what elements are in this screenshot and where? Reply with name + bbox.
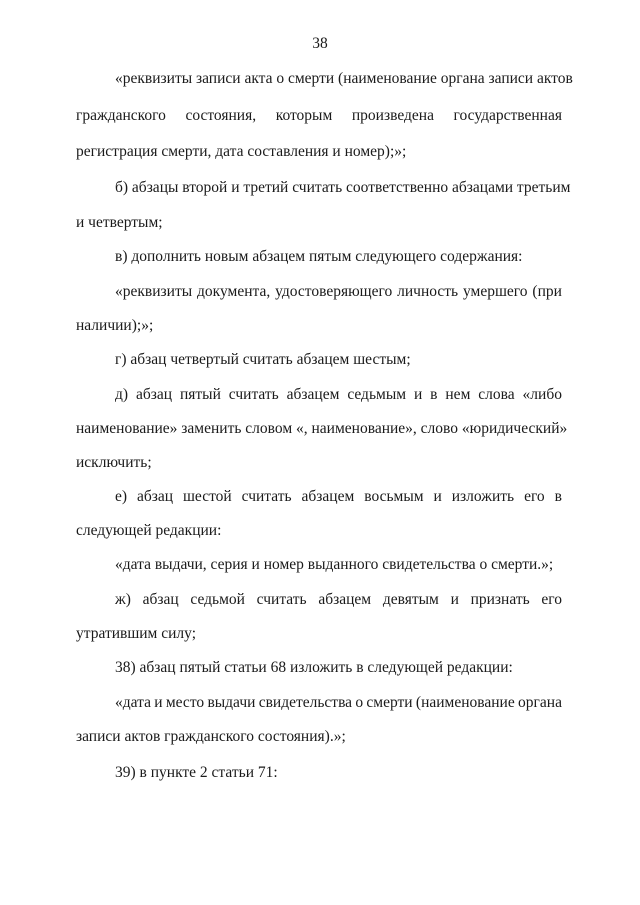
text-line: е) абзац шестой считать абзацем восьмым и изложить его в (115, 488, 562, 505)
text-line: г) абзац четвертый считать абзацем шестым; (115, 351, 411, 368)
text-line: гражданского состояния, которым произведена государственная (76, 107, 562, 124)
text-line: «дата выдачи, серия и номер выданного свидетельства о смерти.»; (115, 556, 554, 573)
text-line: исключить; (76, 454, 152, 471)
text-line: следующей редакции: (76, 522, 222, 539)
text-line: д) абзац пятый считать абзацем седьмым и в нем слова «либо (115, 386, 562, 403)
text-line: и четвертым; (76, 214, 163, 231)
text-line: б) абзацы второй и третий считать соответственно абзацами третьим (115, 179, 571, 196)
text-line: утратившим силу; (76, 625, 197, 642)
text-line: «реквизиты документа, удостоверяющего личность умершего (при (115, 283, 562, 300)
text-line: 39) в пункте 2 статьи 71: (115, 764, 278, 781)
page-number: 38 (312, 35, 328, 52)
text-line: в) дополнить новым абзацем пятым следующего содержания: (115, 248, 523, 265)
text-line: «дата и место выдачи свидетельства о смерти (наименование органа (115, 694, 562, 711)
text-line: записи актов гражданского состояния).»; (76, 728, 346, 745)
text-line: «реквизиты записи акта о смерти (наименование органа записи актов (115, 70, 573, 87)
text-line: наличии);»; (76, 317, 154, 334)
text-line: регистрация смерти, дата составления и номер);»; (76, 143, 407, 160)
text-line: наименование» заменить словом «, наименование», слово «юридический» (76, 420, 568, 437)
text-line: 38) абзац пятый статьи 68 изложить в следующей редакции: (115, 659, 513, 676)
text-line: ж) абзац седьмой считать абзацем девятым и признать его (115, 591, 562, 608)
